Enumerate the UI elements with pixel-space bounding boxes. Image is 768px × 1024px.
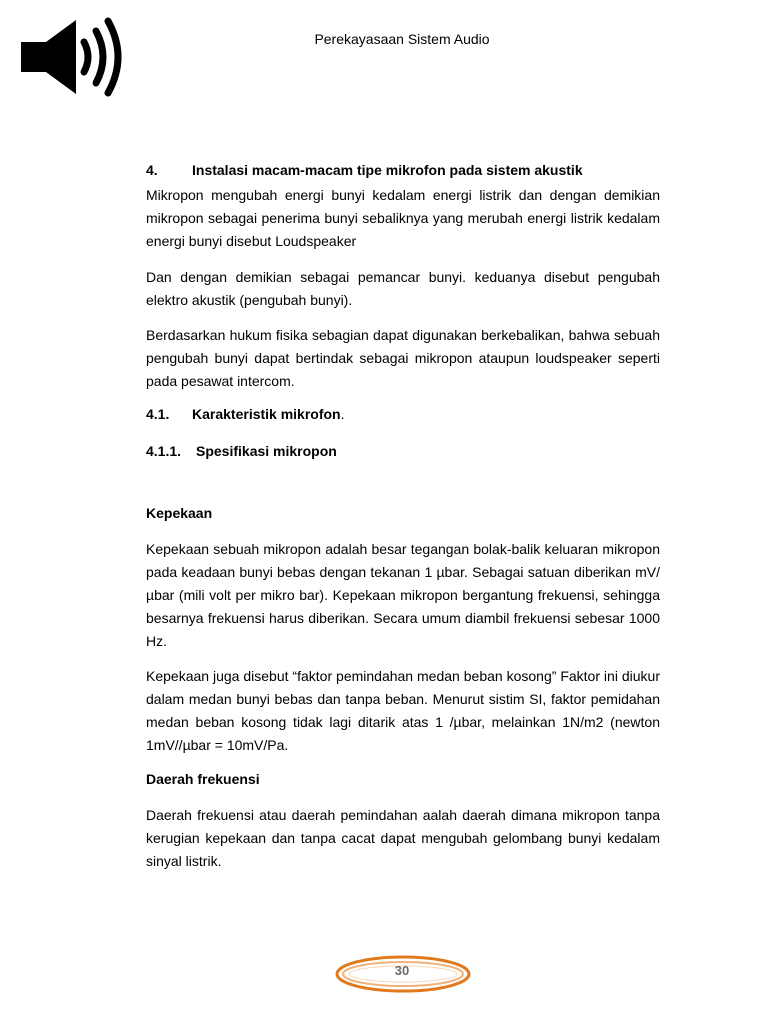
paragraph: Kepekaan sebuah mikropon adalah besar tegangan bolak-balik keluaran mikropon pada keadaan bunyi bebas dengan tekanan 1 µbar. Sebagai satuan diberikan mV/µbar (mili volt per mikro bar). Kepekaan mikropon bergantung frekuensi, sehingga besarnya frekuensi harus diberikan. Secara umum diambil frekuensi sebesar 1000 Hz.: [146, 541, 660, 649]
kepekaan-heading: [146, 503, 660, 523]
paragraph: Dan dengan demikian sebagai pemancar bunyi. keduanya disebut pengubah elektro akustik (pengubah bunyi).: [146, 269, 660, 308]
page-header-title: Perekayasaan Sistem Audio: [314, 31, 490, 47]
daerah-frekuensi-heading: [146, 769, 660, 789]
document-body: [146, 160, 660, 873]
section-title: Karakteristik mikrofon: [192, 406, 341, 422]
page-number: 30: [394, 963, 410, 978]
section-number: 4.1.: [146, 406, 170, 422]
section-title-suffix: .: [340, 406, 345, 422]
section-4-1-1-heading: [146, 441, 660, 461]
section-number: 4.: [146, 162, 158, 178]
paragraph: Daerah frekuensi atau daerah pemindahan aalah daerah dimana mikropon tanpa kerugian kepekaan dan tanpa cacat dapat mengubah gelombang bunyi kedalam sinyal listrik.: [146, 807, 660, 869]
paragraph: Berdasarkan hukum fisika sebagian dapat digunakan berkebalikan, bahwa sebuah pengubah bunyi dapat bertindak sebagai mikropon ataupun loudspeaker seperti pada pesawat intercom.: [146, 327, 660, 389]
speaker-volume-icon: [18, 16, 126, 98]
subsection-title: Daerah frekuensi: [146, 771, 260, 787]
paragraph: Kepekaan juga disebut “faktor pemindahan medan beban kosong” Faktor ini diukur dalam medan bunyi bebas dan tanpa beban. Menurut sistim SI, faktor pemidahan medan beban kosong tidak lagi ditarik atas 1 /µbar, melainkan 1N/m2 (newton 1mV//µbar = 10mV/Pa.: [146, 668, 660, 753]
section-4-1-heading: [146, 404, 660, 424]
subsection-title: Kepekaan: [146, 505, 213, 521]
paragraph: Mikropon mengubah energi bunyi kedalam energi listrik dan dengan demikian mikropon sebagai penerima bunyi sebaliknya yang merubah energi listrik kedalam energi bunyi disebut Loudspeaker: [146, 187, 660, 249]
section-title: Spesifikasi mikropon: [196, 443, 337, 459]
section-4-heading: [146, 160, 660, 180]
section-title: Instalasi macam-macam tipe mikrofon pada sistem akustik: [192, 162, 583, 178]
section-number: 4.1.1.: [146, 443, 182, 459]
